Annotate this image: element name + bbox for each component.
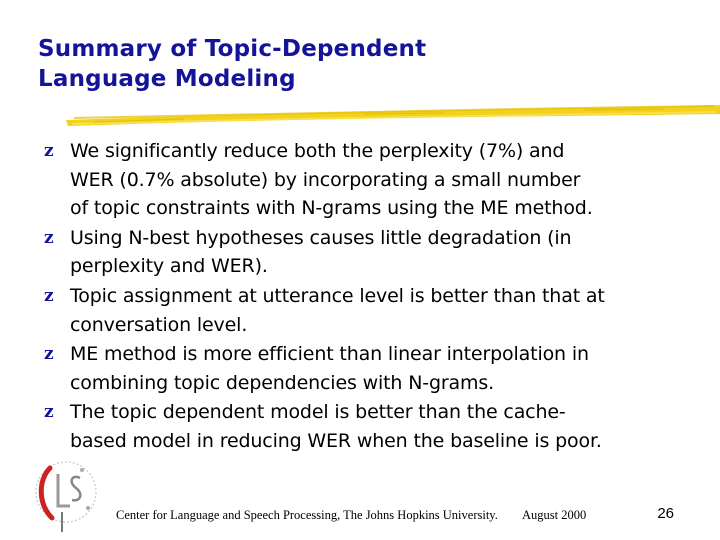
bullet-text-line: ME method is more efficient than linear interpolation in (70, 343, 589, 366)
slide-title-line-2: Language Modeling (38, 66, 296, 92)
bullet-text-line: of topic constraints with N-grams using the ME method. (70, 197, 593, 220)
bullet-text-line: WER (0.7% absolute) by incorporating a small number (70, 168, 581, 191)
bullet-text-line: Topic assignment at utterance level is better than that at (70, 284, 605, 307)
bullet-item (44, 224, 704, 281)
clsp-logo-icon (28, 456, 102, 534)
bullet-symbol: z (44, 344, 54, 365)
bullet-text-line: Using N-best hypotheses causes little degradation (in (70, 226, 572, 249)
bullet-symbol: z (44, 285, 54, 306)
bullet-text-line: conversation level. (70, 313, 248, 336)
bullet-text-line: We significantly reduce both the perplexity (7%) and (70, 140, 565, 162)
bullet-item (44, 137, 704, 223)
bullet-symbol: z (44, 141, 54, 161)
bullet-symbol: z (44, 227, 54, 248)
slide-title-line-1: Summary of Topic-Dependent (38, 36, 427, 62)
bullet-text-line: The topic dependent model is better than the cache- (70, 401, 566, 424)
slide-title (38, 34, 658, 94)
bullet-list (44, 137, 704, 457)
bullet-item (44, 398, 704, 455)
bullet-item (44, 340, 704, 397)
bullet-item (44, 282, 704, 339)
bullet-text-line: perplexity and WER). (70, 255, 268, 278)
footer-date: August 2000 (522, 508, 587, 522)
footer-organization: Center for Language and Speech Processing, The Johns Hopkins University. (116, 508, 498, 522)
bullet-symbol: z (44, 402, 54, 423)
title-underline-brushstroke (64, 98, 720, 132)
page-number: 26 (657, 505, 674, 522)
bullet-text-line: combining topic dependencies with N-grams. (70, 371, 495, 394)
bullet-text-line: based model in reducing WER when the baseline is poor. (70, 429, 602, 452)
